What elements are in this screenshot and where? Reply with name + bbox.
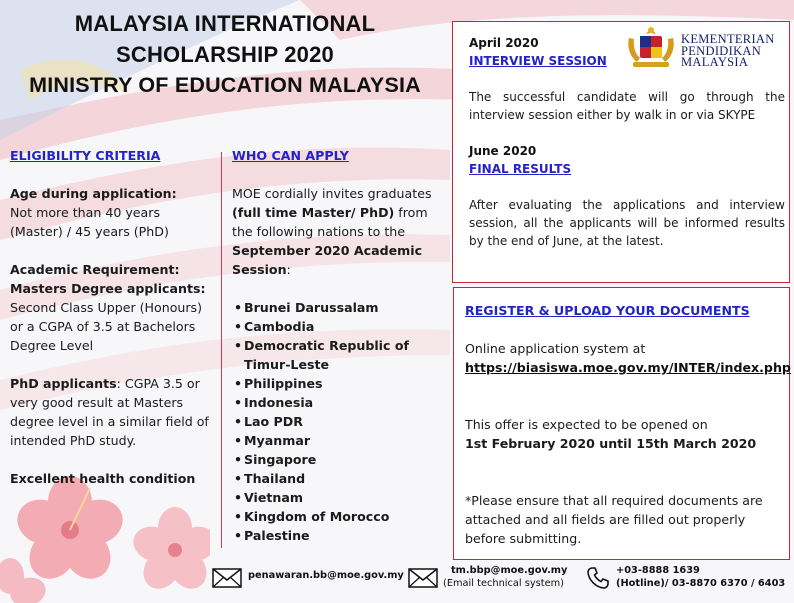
interview-session-link[interactable]: INTERVIEW SESSION	[469, 54, 607, 68]
nations-list	[232, 298, 432, 545]
phone-icon	[586, 566, 610, 590]
academic-session: September 2020 Academic Session	[232, 243, 423, 277]
eligibility-heading[interactable]: ELIGIBILITY CRITERIA	[10, 148, 161, 163]
phd-text: : CGPA 3.5 or very good result at Masters degree level in a similar field of intended PhD study.	[10, 376, 209, 448]
masters-text: Second Class Upper (Honours) or a CGPA of 3.5 at Bachelors Degree Level	[10, 300, 203, 353]
column-divider	[221, 152, 222, 548]
email-primary-link[interactable]: penawaran.bb@moe.gov.my	[248, 570, 404, 581]
list-item: • Palestine	[232, 526, 432, 545]
title-line-1: MALAYSIA INTERNATIONAL	[74, 11, 376, 36]
online-text: Online application system at	[465, 341, 646, 356]
mail-icon	[408, 568, 438, 588]
list-item: • Indonesia	[232, 393, 432, 412]
contact-footer	[0, 560, 794, 603]
phd-requirement	[10, 374, 215, 450]
who-can-apply-heading[interactable]: WHO CAN APPLY	[232, 148, 349, 163]
invite-text	[232, 184, 432, 279]
list-item: • Kingdom of Morocco	[232, 507, 432, 526]
final-date: June 2020	[469, 144, 537, 158]
final-text: After evaluating the applications and interview session, all the applicants will be informed results by the end of June, at the latest.	[469, 198, 785, 248]
health-requirement: Excellent health condition	[10, 471, 196, 486]
age-label: Age during application:	[10, 186, 177, 201]
application-url-link[interactable]: https://biasiswa.moe.gov.my/INTER/index.php	[465, 360, 791, 375]
invite-text-part: :	[286, 262, 291, 277]
list-item: • Myanmar	[232, 431, 432, 450]
phd-label: PhD applicants	[10, 376, 117, 391]
interview-text: The successful candidate will go through the interview session either by walk in or via SKYPE	[469, 90, 785, 122]
list-item: • Thailand	[232, 469, 432, 488]
invite-text-part: from the following nations to the	[232, 205, 428, 239]
ministry-name-line: MALAYSIA	[681, 55, 749, 69]
academic-label: Academic Requirement:	[10, 262, 180, 277]
eligibility-section	[10, 146, 215, 488]
phone-hotline[interactable]: (Hotline)/ 03-8870 6370 / 6403	[616, 578, 786, 589]
masters-label: Masters Degree applicants:	[10, 281, 206, 296]
invite-text-part: MOE cordially invites graduates	[232, 186, 432, 201]
ministry-name-line: KEMENTERIAN	[681, 32, 775, 46]
email-technical-note: (Email technical system)	[443, 578, 564, 589]
who-can-apply-section	[232, 146, 432, 545]
age-text: Not more than 40 years (Master) / 45 years (PhD)	[10, 205, 169, 239]
title-line-2: SCHOLARSHIP 2020	[116, 42, 334, 67]
final-results-link[interactable]: FINAL RESULTS	[469, 162, 572, 176]
list-item: • Vietnam	[232, 488, 432, 507]
list-item: • Brunei Darussalam	[232, 298, 432, 317]
title-line-3: MINISTRY OF EDUCATION MALAYSIA	[29, 73, 421, 97]
submission-note: *Please ensure that all required documents are attached and all fields are filled out properly before submitting.	[465, 493, 763, 546]
list-item: • Philippines	[232, 374, 432, 393]
schedule-box	[452, 21, 790, 283]
email-technical-link[interactable]: tm.bbp@moe.gov.my	[451, 565, 568, 576]
offer-dates: 1st February 2020 until 15th March 2020	[465, 436, 757, 451]
list-item: • Democratic Republic of Timur-Leste	[232, 336, 432, 374]
ministry-name-line: PENDIDIKAN	[681, 43, 762, 58]
list-item: • Cambodia	[232, 317, 432, 336]
study-mode: (full time Master/ PhD)	[232, 205, 395, 220]
register-box	[453, 287, 790, 560]
register-heading[interactable]: REGISTER & UPLOAD YOUR DOCUMENTS	[465, 303, 750, 318]
offer-text: This offer is expected to be opened on	[465, 417, 708, 432]
interview-date: April 2020	[469, 36, 539, 50]
phone-number[interactable]: +03-8888 1639	[616, 565, 700, 576]
page-title	[0, 8, 450, 101]
list-item: • Singapore	[232, 450, 432, 469]
list-item: • Lao PDR	[232, 412, 432, 431]
mail-icon	[212, 568, 242, 588]
